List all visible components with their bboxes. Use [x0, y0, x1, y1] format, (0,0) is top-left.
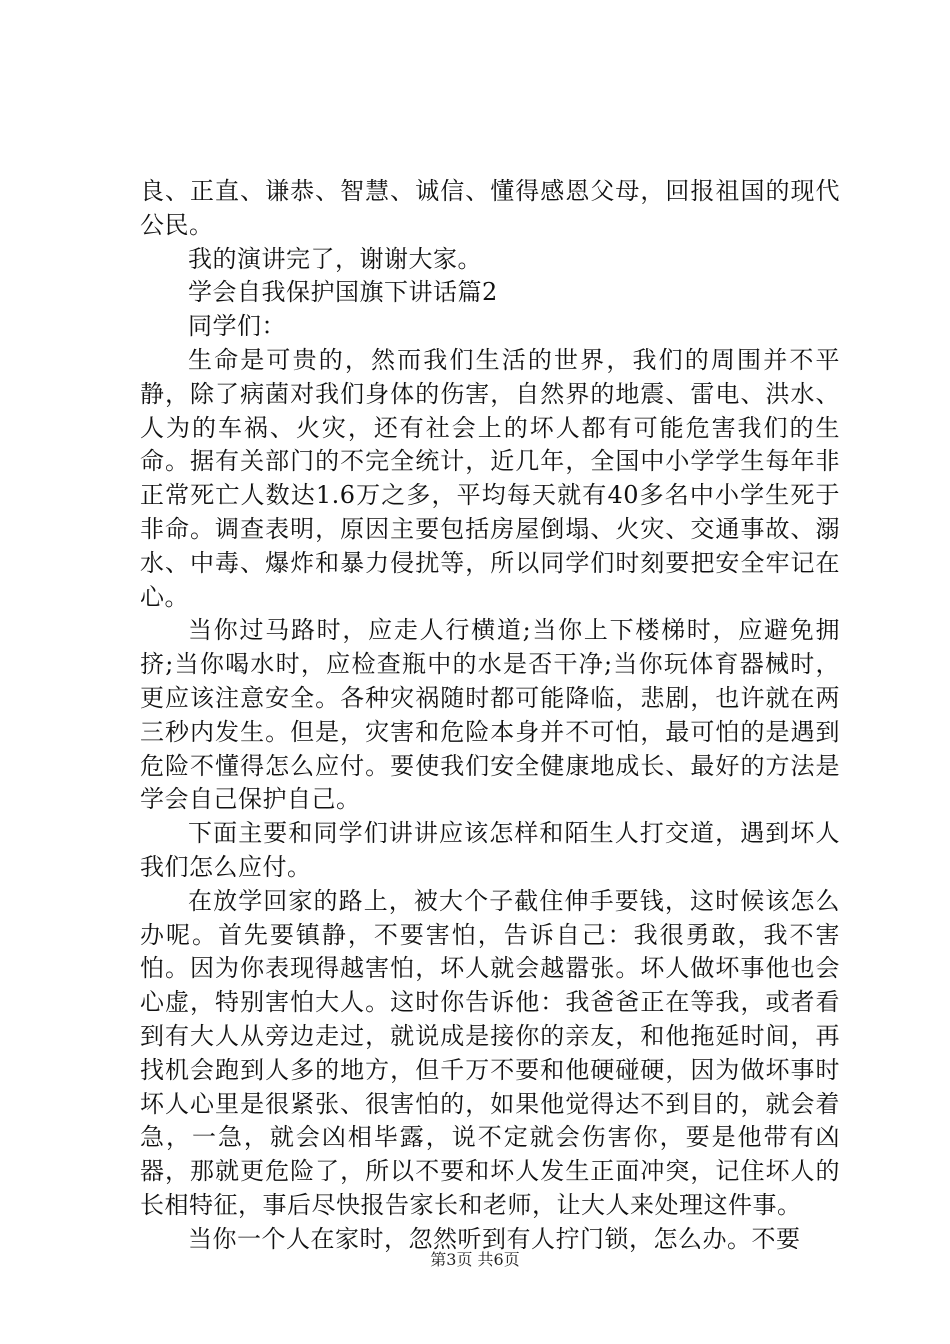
paragraph: 当你过马路时，应走人行横道;当你上下楼梯时，应避免拥挤;当你喝水时，应检查瓶中的水是否干净;当你玩体育器械时，更应该注意安全。各种灾祸随时都可能降临，悲剧，也许就在两三秒内发生。但是，灾害和危险本身并不可怕，最可怕的是遇到危险不懂得怎么应付。要使我们安全健康地成长、最好的方法是学会自己保护自己。	[140, 616, 840, 814]
document-body	[140, 175, 840, 1257]
paragraph: 下面主要和同学们讲讲应该怎样和陌生人打交道，遇到坏人我们怎么应付。	[140, 819, 840, 881]
paragraph: 当你一个人在家时，忽然听到有人拧门锁，怎么办。不要	[188, 1224, 801, 1253]
salutation: 同学们：	[188, 312, 286, 341]
section-heading: 学会自我保护国旗下讲话篇2	[188, 278, 498, 307]
paragraph: 良、正直、谦恭、智慧、诚信、懂得感恩父母，回报祖国的现代公民。	[140, 177, 840, 239]
paragraph: 在放学回家的路上，被大个子截住伸手要钱，这时候该怎么办呢。首先要镇静，不要害怕，告诉自己：我很勇敢，我不害怕。因为你表现得越害怕，坏人就会越嚣张。坏人做坏事他也会心虚，特别害怕大人。这时你告诉他：我爸爸正在等我，或者看到有大人从旁边走过，就说成是接你的亲友，和他拖延时间，再找机会跑到人多的地方，但千万不要和他硬碰硬，因为做坏事时坏人心里是很紧张、很害怕的，如果他觉得达不到目的，就会着急，一急，就会凶相毕露，说不定就会伤害你，要是他带有凶器，那就更危险了，所以不要和坏人发生正面冲突，记住坏人的长相特征，事后尽快报告家长和老师，让大人来处理这件事。	[140, 886, 840, 1219]
paragraph: 我的演讲完了，谢谢大家。	[188, 244, 482, 273]
page-footer: 第3页 共6页	[430, 1250, 520, 1269]
paragraph: 生命是可贵的，然而我们生活的世界，我们的周围并不平静，除了病菌对我们身体的伤害，自然界的地震、雷电、洪水、人为的车祸、火灾，还有社会上的坏人都有可能危害我们的生命。据有关部门的不完全统计，近几年，全国中小学学生每年非正常死亡人数达1.6万之多，平均每天就有40多名中小学生死于非命。调查表明，原因主要包括房屋倒塌、火灾、交通事故、溺水、中毒、爆炸和暴力侵扰等，所以同学们时刻要把安全牢记在心。	[140, 345, 840, 611]
